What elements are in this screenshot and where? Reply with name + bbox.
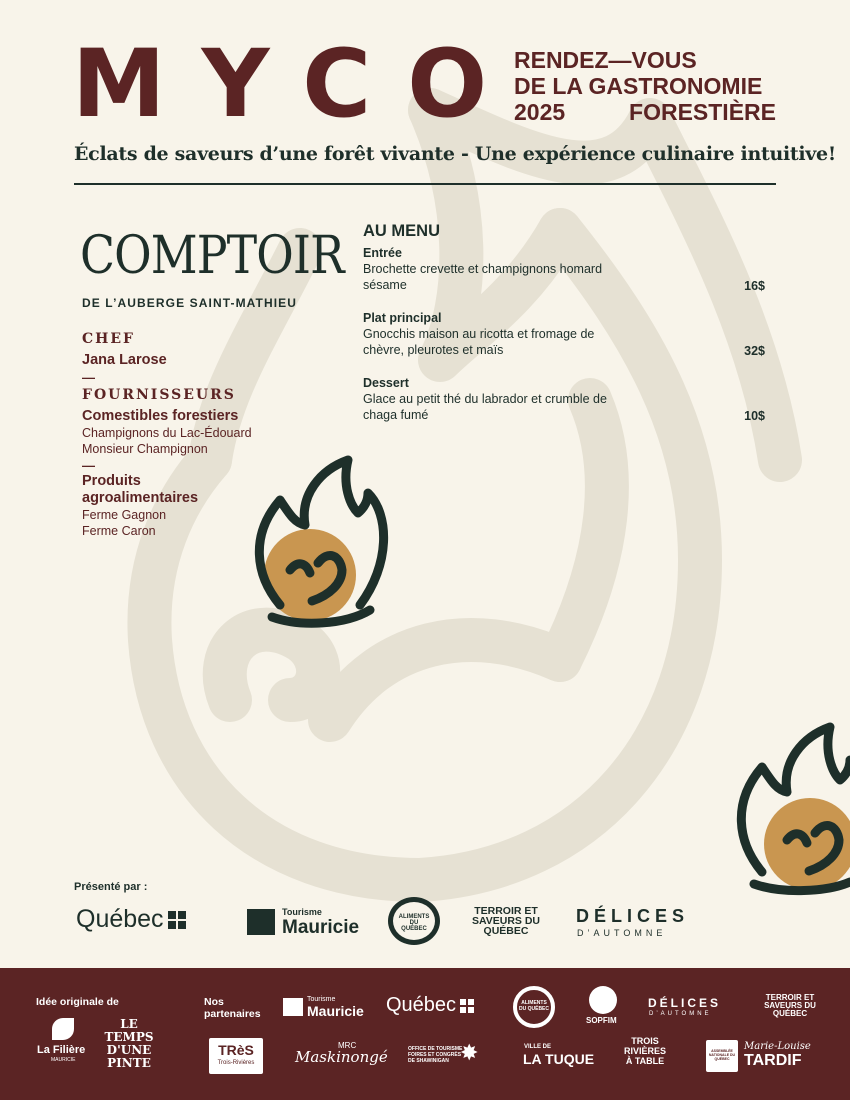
partner-logo: SOPFIM bbox=[586, 1016, 617, 1025]
la-filiere-logo: La Filière bbox=[37, 1044, 86, 1056]
event-line-2: DE LA GASTRONOMIE bbox=[514, 73, 763, 99]
terroir-saveurs-logo: TERROIR ET SAVEURS DU QUÉBEC bbox=[471, 905, 541, 937]
partner-logo: MRC bbox=[338, 1041, 357, 1050]
leaf-icon bbox=[52, 1018, 74, 1040]
restaurant-name: COMPTOIR bbox=[80, 226, 344, 286]
delices-logo-sub: D’AUTOMNE bbox=[577, 928, 667, 938]
logo-text: Mauricie bbox=[282, 917, 360, 938]
footer bbox=[0, 968, 850, 1100]
assemblee-nationale-logo bbox=[706, 1040, 738, 1072]
event-line-1: RENDEZ—VOUS bbox=[514, 47, 697, 73]
fleur-de-lys-icon bbox=[460, 999, 474, 1013]
star-burst-icon: ✸ bbox=[460, 1040, 479, 1065]
sopfim-globe-icon bbox=[589, 986, 617, 1014]
logo-text: ALIMENTS DU QUÉBEC bbox=[398, 914, 430, 932]
menu-heading: AU MENU bbox=[363, 222, 440, 240]
partner-logo: ASSEMBLÉE NATIONALE DU QUÉBEC bbox=[708, 1049, 736, 1061]
course-description: Brochette crevette et champignons homard sésame bbox=[363, 262, 603, 292]
event-line-3: FORESTIÈRE bbox=[629, 99, 776, 125]
idea-label: Idée originale de bbox=[36, 996, 119, 1008]
aliments-du-quebec-logo bbox=[388, 897, 440, 945]
delices-logo: DÉLICES bbox=[576, 906, 690, 926]
divider: — bbox=[82, 458, 95, 473]
temps-pinte-logo: LE TEMPS D'UNE PINTE bbox=[104, 1017, 154, 1070]
flame-mushroom-icon bbox=[250, 455, 395, 630]
event-title: MYCO bbox=[72, 30, 524, 139]
course-type: Entrée bbox=[363, 246, 402, 260]
partner-logo: ALIMENTS DU QUÉBEC bbox=[519, 1000, 550, 1012]
partner-logo: Mauricie bbox=[307, 1003, 364, 1019]
partner-logo: D’AUTOMNE bbox=[649, 1011, 712, 1017]
fleur-de-lys-icon bbox=[168, 911, 186, 929]
course-description: Gnocchis maison au ricotta et fromage de chèvre, pleurotes et maïs bbox=[363, 327, 595, 357]
course-price: 32$ bbox=[744, 344, 765, 358]
course-type: Plat principal bbox=[363, 311, 442, 325]
m-mark-icon bbox=[283, 998, 303, 1016]
partner-logo bbox=[386, 994, 474, 1017]
menu-course-main bbox=[363, 310, 765, 358]
header-divider bbox=[74, 183, 776, 185]
quebec-logo bbox=[76, 905, 186, 934]
presented-by-label: Présenté par : bbox=[74, 881, 148, 893]
supplier-group-title: Produits agroalimentaires bbox=[82, 473, 199, 506]
supplier-item: Champignons du Lac-Édouard bbox=[82, 426, 252, 440]
partner-logo: LA TUQUE bbox=[523, 1051, 595, 1067]
supplier-item: Monsieur Champignon bbox=[82, 442, 208, 456]
partner-logo: Québec bbox=[386, 994, 457, 1016]
partner-logo: TARDIF bbox=[744, 1052, 802, 1069]
suppliers-label: FOURNISSEURS bbox=[82, 387, 236, 403]
partner-logo: TROIS RIVIÈRES À TABLE bbox=[623, 1036, 666, 1066]
m-mark-icon bbox=[247, 909, 275, 935]
supplier-group-title: Comestibles forestiers bbox=[82, 408, 239, 424]
partners-label: Nos partenaires bbox=[204, 996, 261, 1020]
menu-course-entree bbox=[363, 245, 765, 293]
supplier-item: Ferme Gagnon bbox=[82, 508, 167, 522]
flame-mushroom-icon bbox=[732, 722, 850, 897]
chef-name: Jana Larose bbox=[82, 352, 167, 368]
event-subtitle bbox=[514, 47, 776, 125]
partner-logo: Tourisme bbox=[307, 996, 336, 1003]
partner-logo: TERROIR ET SAVEURS DU QUÉBEC bbox=[764, 993, 816, 1018]
chef-label: CHEF bbox=[82, 331, 135, 347]
restaurant-subtitle: DE L’AUBERGE SAINT-MATHIEU bbox=[82, 296, 298, 310]
partner-logo: Trois-Rivières bbox=[217, 1060, 255, 1066]
quebec-logo-text: Québec bbox=[76, 905, 164, 933]
supplier-item: Ferme Caron bbox=[82, 524, 156, 538]
partner-logo: TRèS bbox=[218, 1042, 254, 1058]
partner-logo: VILLE DE bbox=[524, 1044, 552, 1050]
partner-logo: Maskinongé bbox=[295, 1048, 388, 1066]
logo-text: Tourisme bbox=[282, 907, 322, 917]
event-year: 2025 bbox=[514, 99, 566, 125]
partner-logo: DÉLICES bbox=[648, 996, 722, 1010]
course-description: Glace au petit thé du labrador et crumble de chaga fumé bbox=[363, 392, 607, 422]
menu-course-dessert bbox=[363, 375, 765, 423]
partner-logo: Marie-Louise bbox=[744, 1041, 811, 1052]
tagline: Éclats de saveurs d’une forêt vivante - Une expérience culinaire intuitive! bbox=[74, 143, 836, 165]
divider: — bbox=[82, 370, 95, 385]
course-price: 10$ bbox=[744, 409, 765, 423]
aliments-du-quebec-logo bbox=[513, 986, 555, 1028]
la-filiere-logo-sub: MAURICIE bbox=[51, 1057, 76, 1063]
course-type: Dessert bbox=[363, 376, 409, 390]
partner-logo: OFFICE DE TOURISME FOIRES ET CONGRÈS DE SHAWINIGAN bbox=[408, 1046, 463, 1064]
tres-logo bbox=[209, 1038, 263, 1074]
course-price: 16$ bbox=[744, 279, 765, 293]
